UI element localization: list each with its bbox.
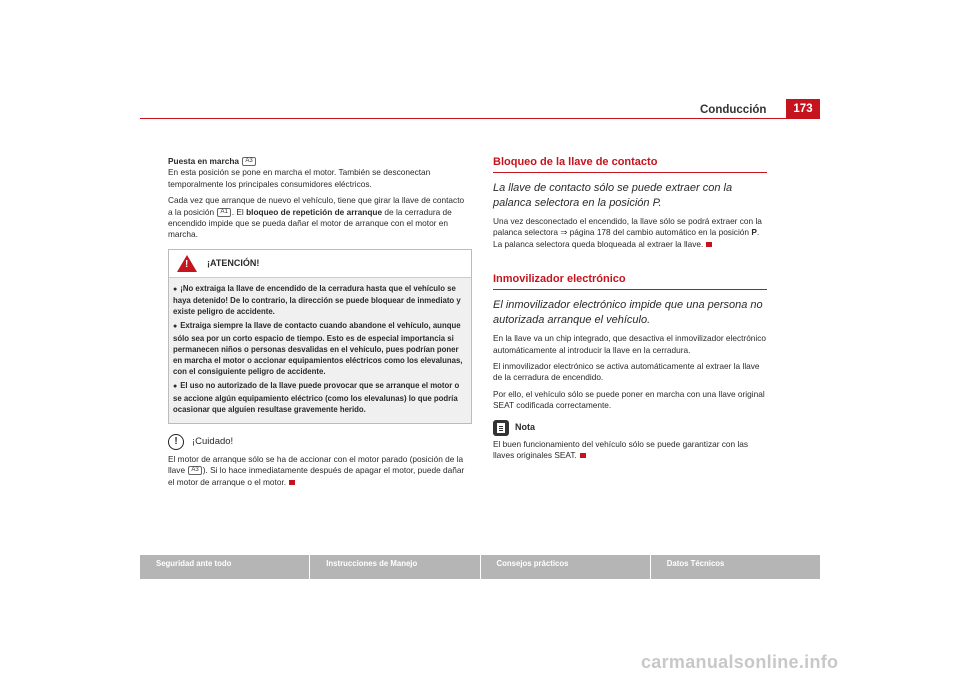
inmovilizador-p2: El inmovilizador electrónico se activa automáticamente al extraer la llave de la cerradura de encendido.: [493, 361, 760, 383]
cada-paragraph: [168, 195, 470, 241]
cada-bold: bloqueo de repetición de arranque: [246, 206, 383, 217]
left-column: [168, 156, 470, 493]
bullet-icon: ●: [173, 285, 178, 293]
footer-tab-seguridad[interactable]: Seguridad ante todo: [140, 555, 309, 579]
right-column: [493, 156, 767, 466]
footer-nav: [140, 555, 820, 579]
cada-text-2: . El: [231, 206, 244, 217]
warning-item: [173, 380, 465, 415]
footer-tab-instrucciones[interactable]: Instrucciones de Manejo: [310, 555, 479, 579]
caution-header: [168, 434, 470, 450]
bloqueo-text-2: . La palanca selectora queda bloqueada al extraer la llave.: [493, 227, 760, 249]
bloqueo-bold: P: [751, 227, 757, 238]
inmovilizador-p1: En la llave va un chip integrado, que desactiva el inmovilizador electrónico automáticamente al introducir la llave en la cerradura.: [493, 333, 767, 355]
caution-text-2: ). Si lo hace inmediatamente después de apagar el motor, puede dañar el motor de arranque o el motor.: [168, 465, 465, 487]
caution-paragraph: [168, 454, 470, 488]
bullet-icon: ●: [173, 383, 178, 391]
watermark: carmanualsonline.info: [641, 652, 839, 672]
cada-text-1: Cada vez que arranque de nuevo el vehículo, tiene que girar la llave de contacto a la posición: [168, 195, 465, 217]
section-subtitle-inmovilizador: El inmovilizador electrónico impide que una persona no autorizada arranque el vehículo.: [493, 299, 763, 326]
bloqueo-paragraph: [493, 216, 767, 250]
warning-item-text: El uso no autorizado de la llave puede provocar que se arranque el motor o se accione algún equipamiento eléctrico (como los elevalunas) lo que podría ocasionar que alguien resultase gravemente herido.: [173, 381, 460, 414]
note-icon: [493, 420, 509, 436]
caution-text-1: El motor de arranque sólo se ha de accionar con el motor parado (posición de la llave: [168, 454, 464, 476]
inmovilizador-p3: Por ello, el vehículo sólo se puede poner en marcha con una llave original SEAT codificada correctamente.: [493, 388, 765, 411]
section-title-bloqueo: Bloqueo de la llave de contacto: [493, 156, 767, 173]
bullet-icon: ●: [173, 323, 178, 331]
note-paragraph: [493, 439, 767, 462]
section-subtitle-bloqueo: La llave de contacto sólo se puede extraer con la palanca selectora en la posición P.: [493, 182, 733, 209]
cada-text-3: de la cerradura de encendido impide que se pueda dañar el motor de arranque con el motor en marcha.: [168, 206, 452, 240]
puesta-text: En esta posición se pone en marcha el motor. También se desconectan temporalmente los principales consumidores eléctricos.: [168, 167, 431, 189]
note-header: [493, 420, 767, 436]
section-title-inmovilizador: Inmovilizador electrónico: [493, 273, 767, 290]
note-text: El buen funcionamiento del vehículo sólo se puede garantizar con las llaves originales SEAT.: [493, 438, 749, 461]
position-ref-a3: A3: [188, 466, 201, 475]
running-header: Conducción: [700, 104, 767, 116]
position-ref-a3: A3: [242, 157, 255, 166]
section-end-marker: [580, 453, 586, 458]
section-end-marker: [289, 480, 295, 485]
caution-icon: !: [168, 434, 184, 450]
warning-title: ¡ATENCIÓN!: [207, 257, 260, 268]
warning-list: [169, 278, 471, 423]
warning-header: [169, 250, 471, 278]
warning-item-text: ¡No extraiga la llave de encendido de la cerradura hasta que el vehículo se haya detenido! De lo contrario, la dirección se puede bloquear de inmediato y existe peligro de accidente.: [173, 283, 461, 317]
puesta-paragraph: [168, 156, 470, 190]
section-end-marker: [706, 242, 712, 247]
footer-tab-datos[interactable]: Datos Técnicos: [651, 555, 820, 579]
header-rule: [140, 118, 820, 119]
warning-item: [173, 283, 465, 318]
warning-box: [168, 249, 472, 424]
bloqueo-text-1: Una vez desconectado el encendido, la llave sólo se podrá extraer con la palanca selectora ⇒ página 178 del cambio automático en la posición: [493, 216, 762, 238]
warning-triangle-icon: !: [177, 255, 197, 272]
puesta-heading: Puesta en marcha: [168, 156, 240, 166]
warning-item: [173, 320, 465, 377]
note-title: Nota: [515, 421, 535, 432]
warning-item-text: Extraiga siempre la llave de contacto cuando abandone el vehículo, aunque sólo sea por un corto espacio de tiempo. Esto es de especial importancia si permanecen niños o personas desvalidas en el vehículo, pues podrían poner en marcha el motor o accionar equipamientos eléctricos como los elevalunas, con el consiguiente peligro de accidente.: [173, 321, 463, 377]
caution-title: ¡Cuidado!: [192, 436, 234, 448]
page-number: 173: [786, 99, 820, 119]
footer-tab-consejos[interactable]: Consejos prácticos: [481, 555, 650, 579]
position-ref-a1: A1: [217, 208, 230, 217]
